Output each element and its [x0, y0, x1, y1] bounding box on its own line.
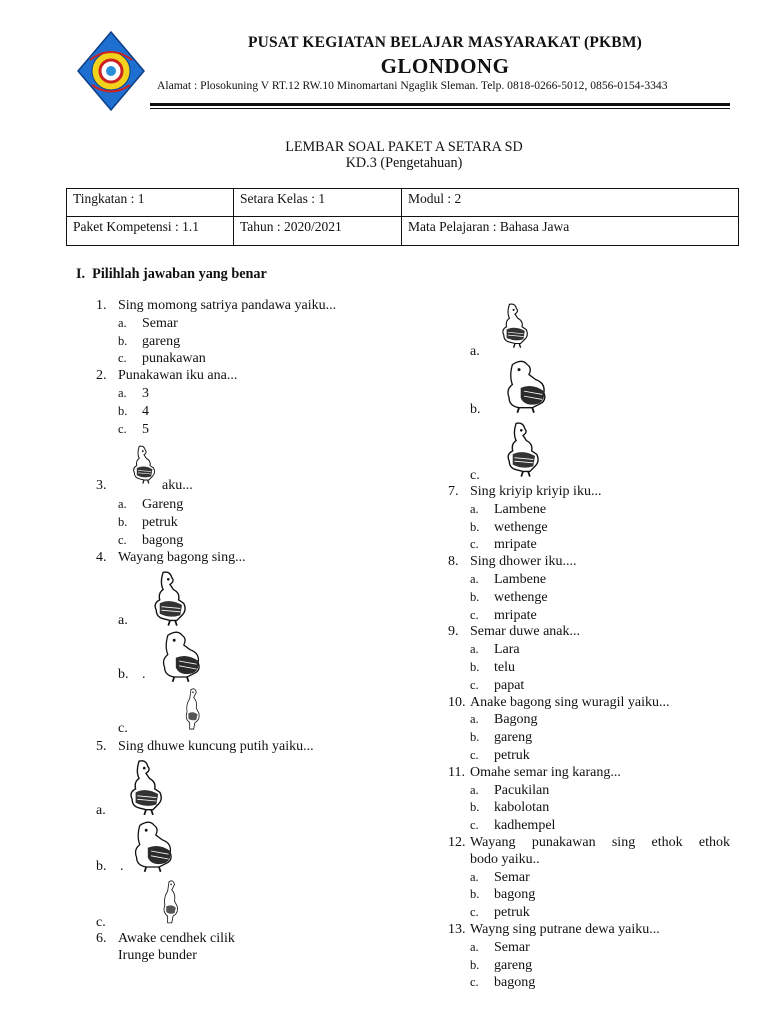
option-text: petruk [142, 515, 178, 531]
info-row [67, 217, 739, 246]
option[interactable] [470, 571, 732, 589]
question-9 [448, 624, 732, 641]
option-text: wethenge [494, 519, 548, 535]
question-number: 10. [448, 694, 466, 710]
left-column [96, 298, 356, 965]
option-letter: a. [118, 385, 127, 400]
question-5 [96, 739, 356, 756]
option[interactable] [118, 514, 356, 532]
option[interactable] [470, 869, 732, 887]
option-letter: a. [470, 642, 479, 657]
question-text: Awake cendhek cilik [118, 931, 235, 947]
option[interactable] [470, 659, 732, 677]
wayang-semar-icon [120, 757, 172, 819]
option-image[interactable] [470, 358, 732, 418]
question-number: 6. [96, 931, 107, 947]
option-letter: b. [470, 730, 480, 745]
option-letter: b. [118, 333, 128, 348]
info-table [66, 188, 739, 246]
option-letter: c. [470, 747, 479, 762]
option-text: kadhempel [494, 818, 556, 834]
option-letter: b. [118, 515, 128, 530]
question-text: Punakawan iku ana... [118, 368, 238, 384]
option-letter: c. [470, 537, 479, 552]
question-number: 3. [96, 478, 107, 494]
question-11 [448, 765, 732, 782]
option-image[interactable] [118, 627, 356, 685]
option[interactable] [470, 747, 732, 765]
option-letter: b. [470, 957, 480, 972]
right-column [448, 296, 732, 992]
option-text: Gareng [142, 497, 184, 513]
option[interactable] [470, 711, 732, 729]
option-text: Pacukilan [494, 782, 550, 798]
wayang-gareng-icon [122, 819, 180, 875]
option-image[interactable] [118, 567, 356, 627]
question-number: 9. [448, 624, 459, 640]
option-letter: c. [118, 351, 127, 366]
option-text: . [120, 859, 124, 875]
option[interactable] [470, 817, 732, 835]
wayang-figure-icon [126, 438, 162, 492]
address: Alamat : Plosokuning V RT.12 RW.10 Minomartani Ngaglik Sleman. Telp. 0818-0266-5012, 0856-0154-3343 [157, 79, 668, 92]
option-text: gareng [494, 957, 533, 973]
option-text: mripate [494, 537, 537, 553]
option-text: Semar [494, 869, 530, 885]
option-text: 4 [142, 403, 149, 419]
question-text: Wayang bagong sing... [118, 549, 246, 565]
option[interactable] [118, 315, 356, 333]
option[interactable] [470, 782, 732, 800]
question-number: 5. [96, 738, 107, 754]
option-letter: a. [96, 803, 106, 819]
question-text: Semar duwe anak... [470, 624, 581, 640]
option-text: 5 [142, 421, 149, 437]
info-cell: Setara Kelas : 1 [234, 189, 402, 217]
option-text: kabolotan [494, 800, 550, 816]
wayang-figure-icon [496, 420, 550, 480]
option-text: Semar [142, 315, 178, 331]
option-text: wethenge [494, 589, 548, 605]
option-letter: b. [118, 666, 129, 682]
question-3 [96, 438, 356, 496]
header-divider-thin [150, 108, 730, 109]
question-text: Wayang punakawan sing ethok ethok [470, 834, 730, 850]
option-text: papat [494, 677, 525, 693]
option-text: punakawan [142, 351, 206, 367]
option[interactable] [470, 677, 732, 695]
option-letter: a. [470, 869, 479, 884]
question-text: Wayng sing putrane dewa yaiku... [470, 921, 660, 937]
option-text: bagong [494, 887, 536, 903]
question-number: 11. [448, 764, 465, 780]
option-text: Lara [494, 642, 520, 658]
question-13 [448, 922, 732, 939]
wayang-gareng-icon [150, 629, 208, 685]
option-letter: b. [470, 887, 480, 902]
wayang-bagong-icon [142, 569, 198, 629]
option-text: petruk [494, 905, 530, 921]
option-image[interactable] [96, 877, 356, 931]
wayang-figure-icon [496, 358, 552, 416]
option-text: Semar [494, 939, 530, 955]
option[interactable] [118, 403, 356, 421]
option[interactable] [470, 904, 732, 922]
option-letter: a. [470, 939, 479, 954]
option-letter: b. [96, 859, 107, 875]
option-letter: a. [470, 782, 479, 797]
question-text: Omahe semar ing karang... [470, 764, 621, 780]
info-cell: Paket Kompetensi : 1.1 [67, 217, 234, 246]
info-cell: Tahun : 2020/2021 [234, 217, 402, 246]
option[interactable] [470, 886, 732, 904]
option[interactable] [470, 799, 732, 817]
option[interactable] [118, 350, 356, 368]
option-letter: c. [118, 421, 127, 436]
option[interactable] [470, 974, 732, 992]
option-letter: b. [470, 519, 480, 534]
option[interactable] [470, 589, 732, 607]
option[interactable] [470, 501, 732, 519]
question-2 [96, 368, 356, 385]
wayang-figure-icon [494, 296, 536, 356]
question-number: 4. [96, 549, 107, 565]
option[interactable] [470, 607, 732, 625]
option-letter: a. [470, 344, 480, 359]
question-text: Sing dhuwe kuncung putih yaiku... [118, 738, 314, 754]
option-text: gareng [142, 333, 181, 349]
org-name: GLONDONG [380, 54, 510, 78]
option-letter: c. [470, 975, 479, 990]
question-10 [448, 695, 732, 712]
question-12-line2: bodo yaiku.. [470, 851, 540, 867]
option-text: Lambene [494, 571, 547, 587]
option[interactable] [118, 333, 356, 351]
option-letter: b. [470, 800, 480, 815]
question-4 [96, 550, 356, 567]
question-text: aku... [162, 478, 193, 494]
option-text: 3 [142, 385, 149, 401]
wayang-petruk-icon [176, 687, 206, 733]
option-letter: a. [118, 315, 127, 330]
option-text: mripate [494, 607, 537, 623]
option-text: Lambene [494, 501, 547, 517]
option[interactable] [118, 385, 356, 403]
option-image[interactable] [470, 296, 732, 358]
document-subtitle: KD.3 (Pengetahuan) [345, 155, 463, 171]
pkbm-logo [76, 30, 146, 112]
option-letter: b. [118, 403, 128, 418]
option-text: Bagong [494, 712, 538, 728]
option-image[interactable] [96, 755, 356, 819]
option-letter: b. [470, 659, 480, 674]
question-8 [448, 554, 732, 571]
question-number: 7. [448, 484, 459, 499]
info-row [67, 189, 739, 217]
question-number: 8. [448, 554, 459, 570]
option-letter: b. [470, 589, 480, 604]
option[interactable] [470, 729, 732, 747]
option-text: . [142, 666, 146, 682]
option[interactable] [118, 421, 356, 439]
section-number: I. [76, 266, 86, 282]
option-text: petruk [494, 747, 530, 763]
org-line: PUSAT KEGIATAN BELAJAR MASYARAKAT (PKBM) [247, 34, 643, 51]
option-image[interactable] [118, 685, 356, 739]
option[interactable] [118, 496, 356, 514]
info-cell: Modul : 2 [402, 189, 739, 217]
option-letter: a. [118, 612, 128, 628]
section-heading [76, 266, 267, 283]
wayang-petruk-icon [154, 879, 184, 927]
option-letter: b. [470, 402, 481, 417]
option-text: gareng [494, 730, 533, 746]
option[interactable] [470, 519, 732, 537]
document-title: LEMBAR SOAL PAKET A SETARA SD [285, 139, 523, 155]
question-text: Sing momong satriya pandawa yaiku... [118, 298, 337, 313]
option-letter: c. [118, 532, 127, 547]
option-letter: c. [470, 468, 480, 483]
option-image[interactable] [470, 418, 732, 484]
option[interactable] [470, 536, 732, 554]
section-title: Pilihlah jawaban yang benar [92, 266, 267, 282]
option-letter: c. [470, 607, 479, 622]
question-6-line2: Irunge bunder [118, 948, 197, 964]
info-cell: Tingkatan : 1 [67, 189, 234, 217]
option-image[interactable] [96, 819, 356, 877]
question-number: 1. [96, 298, 107, 313]
option[interactable] [470, 939, 732, 957]
option-letter: a. [470, 571, 479, 586]
option[interactable] [470, 641, 732, 659]
question-12 [448, 835, 732, 852]
option-letter: a. [470, 712, 479, 727]
option-letter: c. [470, 905, 479, 920]
question-number: 2. [96, 368, 107, 384]
option-letter: c. [118, 720, 128, 736]
option-letter: c. [96, 915, 106, 931]
question-text: Sing kriyip kriyip iku... [470, 484, 602, 499]
header-divider [150, 103, 730, 106]
option-letter: a. [470, 501, 479, 516]
option-text: bagong [142, 532, 184, 548]
question-1 [96, 298, 356, 315]
option-letter: c. [470, 677, 479, 692]
option-text: telu [494, 659, 515, 675]
option[interactable] [470, 957, 732, 975]
option-letter: c. [470, 818, 479, 833]
option[interactable] [118, 532, 356, 550]
question-number: 13. [448, 921, 466, 937]
question-6 [96, 931, 356, 948]
question-number: 12. [448, 834, 466, 850]
question-text: Sing dhower iku.... [470, 554, 577, 570]
info-cell: Mata Pelajaran : Bahasa Jawa [402, 217, 739, 246]
question-text: Anake bagong sing wuragil yaiku... [470, 694, 670, 710]
question-7 [448, 484, 732, 501]
option-letter: a. [118, 497, 127, 512]
option-text: bagong [494, 975, 536, 991]
